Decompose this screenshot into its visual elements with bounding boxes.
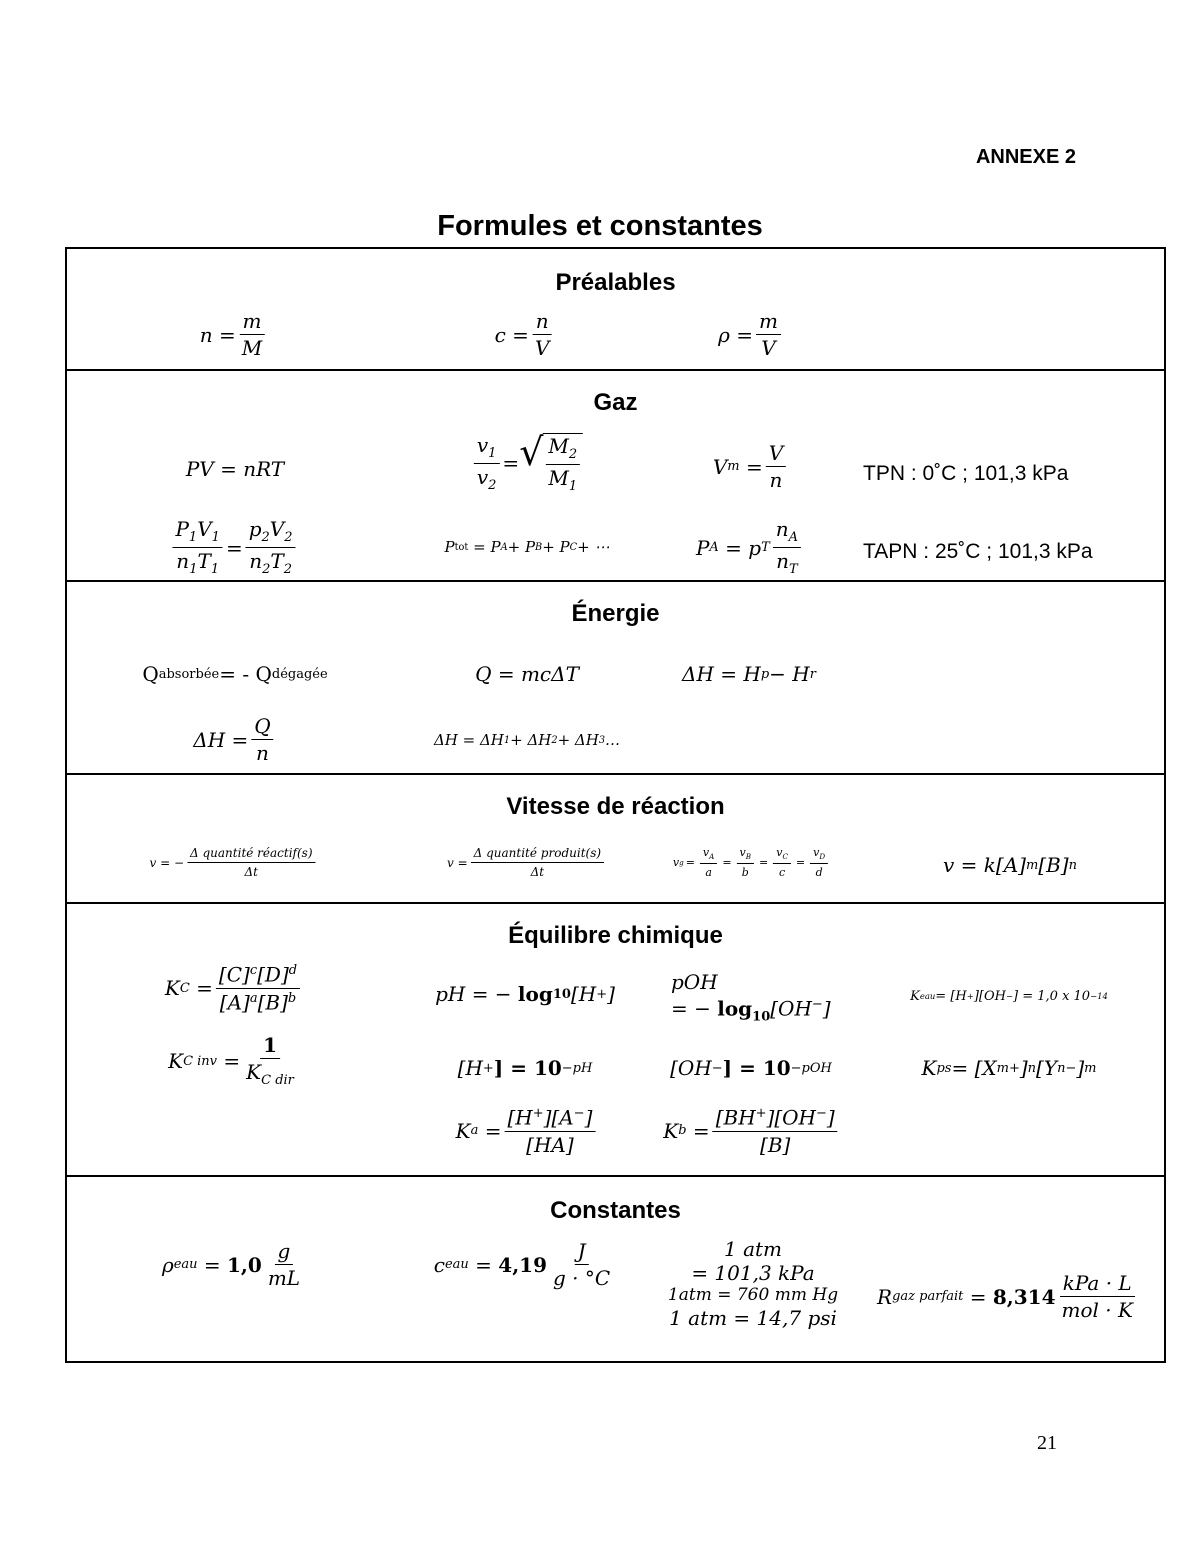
graham-num: v xyxy=(476,432,489,457)
formula-numerator: 1 xyxy=(260,1035,280,1059)
h10-sup: + xyxy=(482,1060,494,1076)
c-d1s: 1 xyxy=(189,562,198,577)
ka-num-sup1: + xyxy=(532,1106,544,1121)
formula-denominator: n xyxy=(769,468,783,492)
annexe-label: ANNEXE 2 xyxy=(975,146,1076,168)
formula-hess xyxy=(434,733,620,748)
c-m2s: 2 xyxy=(284,530,293,545)
keau-mid: ][OH xyxy=(973,989,1006,1004)
graham-root-den-sub: 1 xyxy=(568,479,578,494)
keau-lhs: K xyxy=(910,989,920,1004)
kps-a: = [X xyxy=(951,1056,997,1080)
formula-lhs: n = xyxy=(199,322,236,347)
rate-fraction-sub: D xyxy=(819,852,826,862)
keau-sup2: − xyxy=(1005,991,1014,1002)
section-title: Énergie xyxy=(571,600,660,627)
kb-num-sup2: − xyxy=(816,1106,827,1121)
formula-dalton xyxy=(445,540,610,555)
formula-ideal-gas: PV = nRT xyxy=(185,457,285,481)
q-released-sub: dégagée xyxy=(271,666,328,682)
kc-lhs: K xyxy=(164,976,180,1001)
pa-den-sub: T xyxy=(789,562,798,577)
formula-denominator: Δt xyxy=(244,865,259,879)
section-constantes xyxy=(67,1175,1164,1361)
c-e2: T xyxy=(270,549,284,573)
kps-d: ] xyxy=(1076,1056,1085,1080)
formula-kb xyxy=(663,1107,840,1155)
constant-water-density xyxy=(162,1241,306,1288)
formula-denominator: g · °C xyxy=(553,1266,611,1290)
page-number: 21 xyxy=(1037,1432,1057,1454)
equals-sign: = xyxy=(722,856,732,870)
keau-exp: −14 xyxy=(1090,991,1108,1002)
formula-lhs: v = − xyxy=(149,855,185,870)
formula-denominator: M xyxy=(241,336,263,360)
r-lhs: R xyxy=(877,1284,893,1309)
formula-partial-pressure xyxy=(696,519,804,576)
section-equilibre xyxy=(67,902,1164,1177)
rate-fraction-num: v xyxy=(702,846,710,859)
ptot-p: P xyxy=(444,538,455,556)
poh-base: 10 xyxy=(752,1009,771,1025)
formula-denominator: mL xyxy=(267,1266,301,1290)
formula-denominator: mol · K xyxy=(1061,1298,1133,1322)
formula-rate-law xyxy=(943,855,1077,875)
equals-sign: = xyxy=(196,976,213,1001)
ptot-tail: + ⋯ xyxy=(577,538,610,556)
ceau-lhs-sub: eau xyxy=(444,1257,469,1272)
formula-graham xyxy=(471,430,583,494)
vg-lhs-sub: g xyxy=(679,858,684,868)
ptot-plus1: + P xyxy=(507,538,536,556)
ceau-value: 4,19 xyxy=(498,1252,548,1277)
formula-kc-inverse xyxy=(168,1035,300,1087)
equals-sign: = xyxy=(963,1284,993,1309)
keau-tail: ] = 1,0 x 10 xyxy=(1013,989,1091,1004)
equals-sign: = xyxy=(692,1118,710,1143)
page-title: Formules et constantes xyxy=(437,210,763,242)
ph-log: log xyxy=(517,982,553,1006)
ka-den: [HA] xyxy=(526,1132,574,1157)
hess-s2: 2 xyxy=(551,734,558,746)
formula-denominator: n xyxy=(256,741,269,765)
kcinv-den-sub: C dir xyxy=(261,1073,294,1088)
equals-sign: = xyxy=(502,451,520,475)
poh-sup: − xyxy=(811,997,823,1012)
rate-fraction-sub: B xyxy=(745,852,752,862)
equals-sign: = xyxy=(225,535,243,560)
hess-a: ΔH = ΔH xyxy=(433,731,504,749)
oh10-sup: − xyxy=(711,1060,723,1076)
rho-lhs-sub: eau xyxy=(173,1257,198,1272)
kps-sup1: m+ xyxy=(996,1060,1020,1076)
section-title: Gaz xyxy=(593,389,638,416)
section-title: Vitesse de réaction xyxy=(506,793,725,820)
rate-fraction xyxy=(700,847,717,878)
formula-denominator: V xyxy=(534,336,550,360)
poh-top: pOH xyxy=(671,970,718,994)
ph-b: [H xyxy=(570,982,597,1006)
vg-lhs: v xyxy=(672,856,680,870)
h10-b: ] = 10 xyxy=(493,1056,562,1080)
section-title: Préalables xyxy=(555,269,676,296)
ka-lhs-sub: a xyxy=(470,1123,479,1139)
equals-sign: = xyxy=(759,856,769,870)
poh-log: log xyxy=(717,996,753,1021)
pa-lhs-sub: A xyxy=(709,540,719,555)
atm-line-1: 1 atm xyxy=(723,1237,783,1261)
formula-numerator: V xyxy=(766,443,786,467)
formula-lhs-sub: m xyxy=(727,459,740,474)
hess-c: + ΔH xyxy=(557,731,599,749)
constant-water-heat xyxy=(434,1241,616,1288)
ptot-plus2: + P xyxy=(542,538,570,556)
ptot-c: C xyxy=(569,541,578,553)
kc-d1: [A] xyxy=(219,990,250,1015)
ptot-rest: = P xyxy=(473,538,501,556)
hess-s1: 1 xyxy=(503,734,511,746)
formula-denominator: V xyxy=(761,336,776,360)
formula-lhs: V xyxy=(712,454,728,479)
formula-molar-enthalpy xyxy=(193,716,276,763)
kcinv-lhs: K xyxy=(168,1049,184,1073)
formula-numerator: J xyxy=(575,1241,589,1265)
poh-a: = − xyxy=(671,996,711,1021)
c-e1: n xyxy=(249,549,263,573)
formula-numerator: Δ quantité produit(s) xyxy=(471,847,604,863)
kb-num-a: [BH xyxy=(715,1105,756,1130)
c-n1: P xyxy=(175,517,189,541)
c-m1: p xyxy=(248,517,262,541)
rate-m: m xyxy=(1025,857,1039,873)
rate-a: v = k[A] xyxy=(943,853,1026,877)
formula-ka xyxy=(456,1107,599,1155)
ka-num-c: ] xyxy=(584,1105,593,1130)
graham-num-sub: 1 xyxy=(488,445,497,461)
oh10-b: ] = 10 xyxy=(722,1056,791,1080)
rate-fraction-num: v xyxy=(813,846,820,859)
dh-lhs: ΔH = H xyxy=(682,662,761,686)
rate-fraction xyxy=(773,847,791,878)
ka-lhs: K xyxy=(455,1118,471,1143)
section-vitesse xyxy=(67,773,1164,904)
pa-num-sub: A xyxy=(788,530,799,545)
q-absorbed-sub: absorbée xyxy=(158,666,220,682)
kps-lhs: K xyxy=(921,1056,937,1080)
kc-n1: [C] xyxy=(218,962,250,987)
kps-e1: n xyxy=(1027,1060,1037,1076)
rate-fraction-num: v xyxy=(776,846,783,859)
section-gaz xyxy=(67,369,1164,582)
rate-fraction xyxy=(810,847,828,878)
kb-lhs-sub: b xyxy=(678,1123,687,1139)
equals-sign: = xyxy=(795,856,806,870)
dh-mid: − H xyxy=(769,662,810,686)
formula-poh xyxy=(671,972,831,1024)
pa-lhs: P xyxy=(695,535,710,560)
kps-lhs-sub: ps xyxy=(936,1060,952,1076)
poh-c: ] xyxy=(822,996,831,1021)
equals-sign: = xyxy=(745,454,763,479)
formula-rate-product xyxy=(447,847,607,878)
rate-fraction-den: c xyxy=(778,866,786,880)
kb-num-sup1: + xyxy=(755,1106,767,1121)
rate-fraction-sub: C xyxy=(782,852,788,862)
oh10-a: [OH xyxy=(670,1056,712,1080)
kb-lhs: K xyxy=(663,1118,679,1143)
graham-root-num: M xyxy=(548,434,569,458)
kc-lhs-sub: C xyxy=(179,980,190,996)
pa-eq-sub: T xyxy=(761,540,770,555)
kb-den: [B] xyxy=(760,1132,791,1157)
kcinv-den: K xyxy=(246,1060,262,1084)
formula-numerator: kPa · L xyxy=(1060,1273,1135,1297)
formula-lhs: ρ = xyxy=(718,322,753,347)
rate-fraction-den: a xyxy=(705,866,712,880)
equals-sign: = xyxy=(484,1118,502,1143)
rate-b: [B] xyxy=(1038,853,1069,877)
keau-lhs-sub: eau xyxy=(919,991,936,1002)
kcinv-lhs-sub: C inv xyxy=(183,1053,218,1069)
pa-den: n xyxy=(776,549,790,573)
ph-base: 10 xyxy=(552,986,571,1002)
pa-eq: = p xyxy=(725,535,762,560)
c-n2s: 1 xyxy=(211,530,220,545)
graham-root-num-sub: 2 xyxy=(568,447,578,462)
q-mid: = - Q xyxy=(219,662,272,686)
c-e2s: 2 xyxy=(283,562,293,577)
kps-c: [Y xyxy=(1036,1056,1058,1080)
r-lhs-sub: gaz parfait xyxy=(892,1289,964,1304)
ph-sup: + xyxy=(596,986,608,1002)
rate-n: n xyxy=(1068,857,1077,873)
formula-rate-reactant xyxy=(149,847,318,878)
c-e1s: 2 xyxy=(262,562,271,577)
q-absorbed: Q xyxy=(142,662,159,686)
tapn-conditions: TAPN : 25˚C ; 101,3 kPa xyxy=(863,540,1093,563)
formula-density xyxy=(718,311,784,358)
formula-general-rate xyxy=(673,847,831,878)
graham-root-den: M xyxy=(548,466,569,490)
hess-tail: … xyxy=(605,731,621,749)
formula-keau xyxy=(910,990,1108,1003)
atm-line-2: = 101,3 kPa xyxy=(691,1261,815,1285)
formula-numerator: g xyxy=(275,1241,294,1265)
formula-numerator: Δ quantité réactif(s) xyxy=(187,847,316,863)
c-d1: n xyxy=(176,549,190,573)
constant-gas-r xyxy=(877,1273,1139,1320)
section-energie xyxy=(67,580,1164,775)
c-n1s: 1 xyxy=(188,530,198,545)
rate-fraction-sub: A xyxy=(709,852,715,862)
formula-numerator: m xyxy=(240,311,265,335)
kc-d2e: b xyxy=(287,990,297,1006)
c-m1s: 2 xyxy=(261,530,270,545)
oh10-exp: −pOH xyxy=(790,1060,832,1076)
graham-den-sub: 2 xyxy=(488,477,497,493)
atm-line-3: 1atm = 760 mm Hg xyxy=(667,1285,839,1305)
formula-numerator: n xyxy=(533,311,552,335)
ceau-lhs: c xyxy=(433,1252,445,1277)
constant-atm-conversions xyxy=(668,1237,838,1330)
equals-sign: = xyxy=(197,1252,228,1277)
c-m2: V xyxy=(269,517,285,541)
formula-heat-balance xyxy=(142,664,327,684)
kps-b: ] xyxy=(1019,1056,1028,1080)
h10-exp: −pH xyxy=(561,1060,593,1076)
rate-fraction-num: v xyxy=(739,846,746,859)
rho-value: 1,0 xyxy=(227,1252,262,1277)
equals-sign: = xyxy=(468,1252,499,1277)
formula-heat: Q = mcΔT xyxy=(475,662,579,686)
sqrt-icon: √ xyxy=(519,430,544,474)
formula-ph xyxy=(435,984,615,1004)
formula-kps xyxy=(922,1058,1097,1078)
kps-sup2: n− xyxy=(1057,1060,1077,1076)
rate-fraction-den: b xyxy=(741,866,749,880)
kc-n2e: d xyxy=(288,963,298,978)
equals-sign: = xyxy=(223,1049,241,1073)
kb-num-b: ][OH xyxy=(766,1105,816,1130)
section-title: Équilibre chimique xyxy=(508,922,723,949)
dh-sub1: p xyxy=(760,666,770,682)
pa-num: n xyxy=(775,517,789,541)
r-value: 8,314 xyxy=(992,1284,1056,1309)
formula-combined-gas xyxy=(169,519,298,576)
formula-h-concentration xyxy=(458,1058,593,1078)
ptot-sub: tot xyxy=(454,541,469,553)
formula-enthalpy xyxy=(682,664,816,684)
h10-a: [H xyxy=(457,1056,483,1080)
section-prealables xyxy=(67,249,1164,371)
kps-e2: m xyxy=(1084,1060,1097,1076)
c-d2: T xyxy=(197,549,211,573)
formula-lhs: ΔH = xyxy=(193,727,249,752)
formula-lhs: v = xyxy=(446,855,468,870)
equals-sign: = xyxy=(685,856,695,870)
atm-line-4: 1 atm = 14,7 psi xyxy=(669,1306,837,1330)
ka-num-b: ][A xyxy=(543,1105,574,1130)
formula-denominator: Δt xyxy=(530,865,545,879)
formula-molar-volume xyxy=(713,443,789,490)
hess-b: + ΔH xyxy=(510,731,552,749)
ka-num-a: [H xyxy=(507,1105,533,1130)
formula-numerator: m xyxy=(756,311,781,335)
hess-s3: 3 xyxy=(598,734,606,746)
rho-lhs: ρ xyxy=(161,1252,174,1277)
kb-num-c: ] xyxy=(826,1105,835,1130)
formula-concentration xyxy=(495,311,556,358)
formula-sheet xyxy=(65,247,1166,1363)
tpn-conditions: TPN : 0˚C ; 101,3 kPa xyxy=(863,462,1069,485)
formula-molar-mass xyxy=(200,311,268,358)
ph-a: pH = − xyxy=(435,982,512,1006)
rate-fraction xyxy=(737,847,754,878)
c-n2: V xyxy=(197,517,212,541)
rate-fraction-den: d xyxy=(815,866,823,880)
formula-numerator: Q xyxy=(251,716,273,740)
ptot-a: A xyxy=(500,541,508,553)
ka-num-sup2: − xyxy=(573,1106,585,1121)
c-d2s: 1 xyxy=(210,562,220,577)
graham-den: v xyxy=(476,464,489,489)
formula-oh-concentration xyxy=(670,1058,832,1078)
section-title: Constantes xyxy=(550,1197,681,1224)
ptot-b: B xyxy=(535,541,543,553)
kc-d2: [B] xyxy=(257,990,288,1015)
keau-rest: = [H xyxy=(935,989,967,1004)
keau-sup1: + xyxy=(966,991,974,1002)
dh-sub2: r xyxy=(809,666,816,682)
ph-c: ] xyxy=(607,982,615,1006)
kc-n2: [D] xyxy=(257,962,289,987)
kc-n1e: c xyxy=(249,963,258,978)
kc-d1e: a xyxy=(249,990,258,1006)
poh-b: [OH xyxy=(770,996,812,1021)
formula-lhs: c = xyxy=(494,322,529,347)
formula-kc xyxy=(164,962,303,1015)
